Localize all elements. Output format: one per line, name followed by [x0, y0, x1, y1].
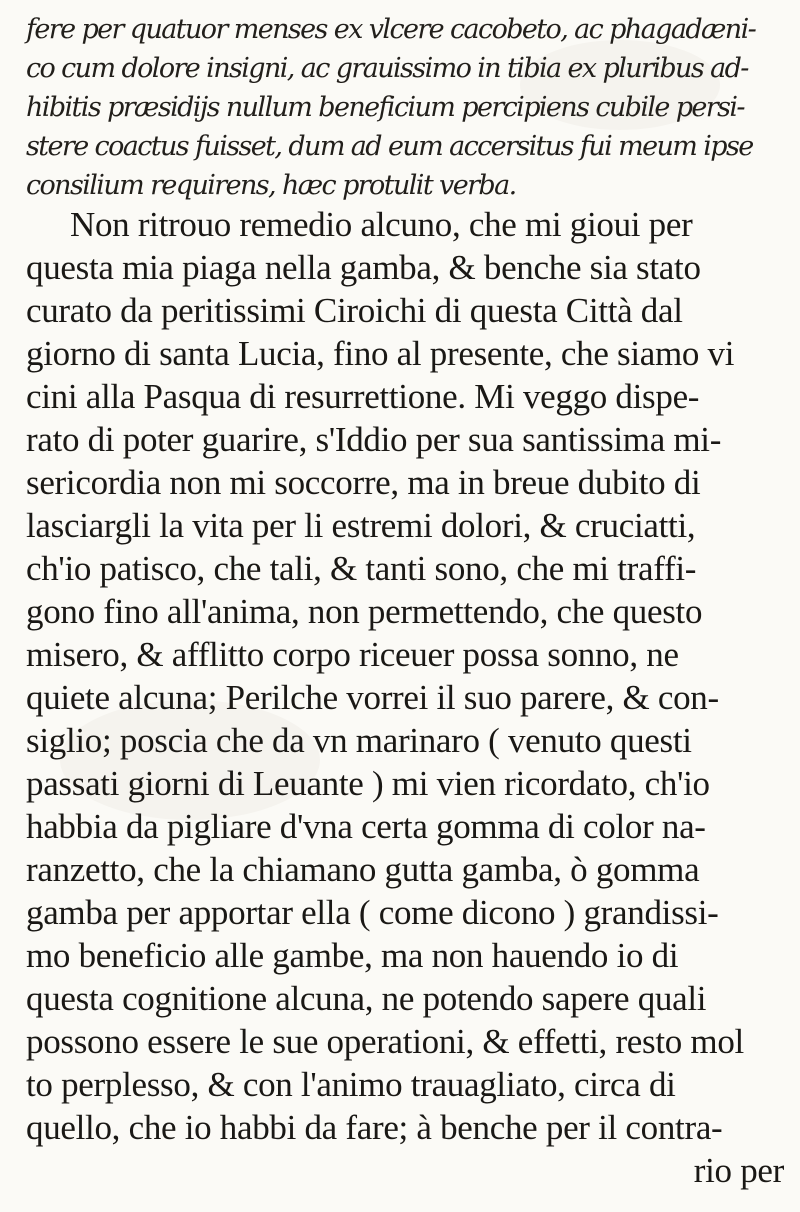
italian-line-5: cini alla Pasqua di resurrettione. Mi veggo dispe- — [26, 377, 700, 416]
italian-line-18: mo beneficio alle gambe, ma non hauendo io di — [26, 936, 679, 975]
latin-line-3: hibitis præsidijs nullum beneficium percipiens cubile persi- — [26, 92, 744, 123]
latin-line-1: fere per quatuor menses ex vlcere cacobeto, ac phagadæni- — [26, 14, 756, 45]
italian-line-10: gono fino all'anima, non permettendo, che questo — [26, 592, 703, 631]
italian-line-22: quello, che io habbi da fare; à benche per il contra- — [26, 1108, 723, 1147]
italian-line-20: possono essere le sue operationi, & effetti, resto mol — [26, 1022, 744, 1061]
italian-line-12: quiete alcuna; Perilche vorrei il suo parere, & con- — [26, 678, 719, 717]
italian-line-9: ch'io patisco, che tali, & tanti sono, che mi traffi- — [26, 549, 697, 588]
italian-line-14: passati giorni di Leuante ) mi vien ricordato, ch'io — [26, 764, 710, 803]
italian-line-2: questa mia piaga nella gamba, & benche sia stato — [26, 248, 701, 287]
italian-line-19: questa cognitione alcuna, ne potendo sapere quali — [26, 979, 707, 1018]
italian-line-8: lasciargli la vita per li estremi dolori, & cruciatti, — [26, 506, 696, 545]
italian-line-4: giorno di santa Lucia, fino al presente, che siamo vi — [26, 334, 735, 373]
italian-line-6: rato di poter guarire, s'Iddio per sua santissima mi- — [26, 420, 722, 459]
latin-line-2: co cum dolore insigni, ac grauissimo in tibia ex pluribus ad- — [26, 53, 748, 84]
italian-line-13: siglio; poscia che da vn marinaro ( venuto questi — [26, 721, 692, 760]
italian-line-1: Non ritrouo remedio alcuno, che mi gioui per — [70, 205, 693, 244]
italian-line-21: to perplesso, & con l'animo trauagliato, circa di — [26, 1065, 676, 1104]
italian-line-7: sericordia non mi soccorre, ma in breue dubito di — [26, 463, 701, 502]
latin-line-5: consilium requirens, hæc protulit verba. — [26, 170, 516, 201]
italian-line-15: habbia da pigliare d'vna certa gomma di color na- — [26, 807, 706, 846]
italian-line-3: curato da peritissimi Ciroichi di questa Città dal — [26, 291, 683, 330]
italian-line-16: ranzetto, che la chiamano gutta gamba, ò gomma — [26, 850, 700, 889]
italian-line-17: gamba per apportar ella ( come dicono ) grandissi- — [26, 893, 719, 932]
catchword: rio per — [693, 1151, 784, 1190]
italian-line-11: misero, & afflitto corpo riceuer possa sonno, ne — [26, 635, 679, 674]
latin-line-4: stere coactus fuisset, dum ad eum accersitus fui meum ipse — [26, 131, 753, 162]
